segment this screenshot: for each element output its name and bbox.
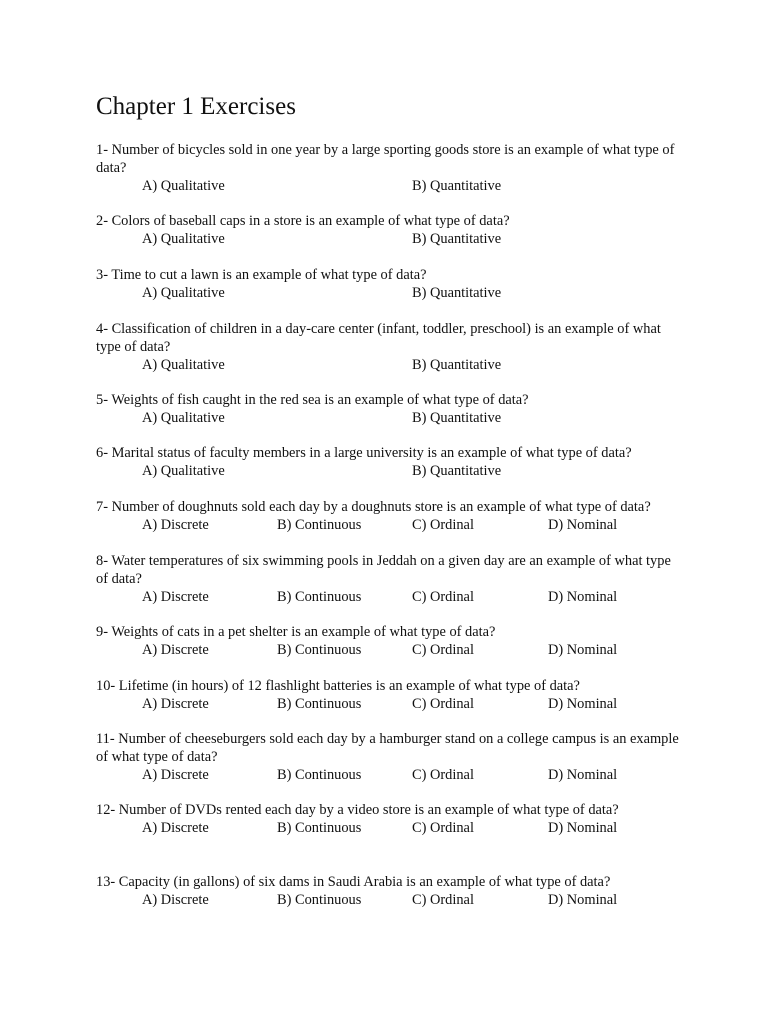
question-3 (96, 266, 686, 302)
question-text: 10- Lifetime (in hours) of 12 flashlight batteries is an example of what type of data? (96, 678, 580, 694)
question-text: 3- Time to cut a lawn is an example of what type of data? (96, 267, 427, 283)
option-d: D) Nominal (548, 820, 618, 836)
question-8 (96, 552, 686, 606)
option-a: A) Qualitative (142, 357, 225, 373)
question-text: 6- Marital status of faculty members in a large university is an example of what type of data? (96, 445, 632, 461)
option-b: B) Quantitative (412, 178, 502, 194)
option-a: A) Discrete (142, 696, 209, 712)
option-d: D) Nominal (548, 892, 618, 908)
question-text: 11- Number of cheeseburgers sold each day by a hamburger stand on a college campus is an example of what type of data? (96, 731, 679, 765)
option-b: B) Quantitative (412, 231, 502, 247)
option-b: B) Quantitative (412, 285, 502, 301)
option-b: B) Quantitative (412, 463, 502, 479)
option-c: C) Ordinal (412, 820, 474, 836)
question-6 (96, 444, 686, 480)
option-b: B) Continuous (277, 517, 362, 533)
question-10 (96, 677, 686, 713)
answer-options (96, 462, 686, 480)
answer-options (96, 177, 686, 195)
option-c: C) Ordinal (412, 892, 474, 908)
answer-options (96, 230, 686, 248)
question-text: 7- Number of doughnuts sold each day by a doughnuts store is an example of what type of data? (96, 499, 651, 515)
question-text: 13- Capacity (in gallons) of six dams in Saudi Arabia is an example of what type of data? (96, 874, 611, 890)
option-a: A) Qualitative (142, 178, 225, 194)
option-a: A) Discrete (142, 517, 209, 533)
question-text: 4- Classification of children in a day-care center (infant, toddler, preschool) is an example of what type of data? (96, 321, 661, 355)
option-a: A) Discrete (142, 589, 209, 605)
option-d: D) Nominal (548, 517, 618, 533)
answer-options (96, 891, 686, 909)
answer-options (96, 409, 686, 427)
option-a: A) Qualitative (142, 231, 225, 247)
answer-options (96, 356, 686, 374)
question-1 (96, 141, 686, 195)
question-11 (96, 730, 686, 784)
answer-options (96, 516, 686, 534)
question-2 (96, 212, 686, 248)
option-b: B) Quantitative (412, 357, 502, 373)
option-b: B) Continuous (277, 696, 362, 712)
option-b: B) Continuous (277, 589, 362, 605)
question-13 (96, 873, 686, 909)
page-title: Chapter 1 Exercises (96, 93, 296, 120)
option-d: D) Nominal (548, 589, 618, 605)
option-a: A) Discrete (142, 767, 209, 783)
answer-options (96, 641, 686, 659)
option-c: C) Ordinal (412, 696, 474, 712)
option-a: A) Discrete (142, 820, 209, 836)
option-c: C) Ordinal (412, 517, 474, 533)
option-c: C) Ordinal (412, 642, 474, 658)
option-d: D) Nominal (548, 767, 618, 783)
question-text: 5- Weights of fish caught in the red sea is an example of what type of data? (96, 392, 529, 408)
option-a: A) Qualitative (142, 285, 225, 301)
option-c: C) Ordinal (412, 589, 474, 605)
answer-options (96, 819, 686, 837)
option-b: B) Quantitative (412, 410, 502, 426)
answer-options (96, 588, 686, 606)
answer-options (96, 695, 686, 713)
question-5 (96, 391, 686, 427)
option-a: A) Discrete (142, 642, 209, 658)
option-b: B) Continuous (277, 820, 362, 836)
option-a: A) Discrete (142, 892, 209, 908)
option-d: D) Nominal (548, 696, 618, 712)
question-12 (96, 801, 686, 837)
question-text: 8- Water temperatures of six swimming pools in Jeddah on a given day are an example of what type of data? (96, 553, 671, 587)
question-4 (96, 320, 686, 374)
option-b: B) Continuous (277, 767, 362, 783)
answer-options (96, 284, 686, 302)
option-b: B) Continuous (277, 642, 362, 658)
question-text: 12- Number of DVDs rented each day by a video store is an example of what type of data? (96, 802, 619, 818)
option-a: A) Qualitative (142, 463, 225, 479)
option-d: D) Nominal (548, 642, 618, 658)
question-text: 2- Colors of baseball caps in a store is an example of what type of data? (96, 213, 510, 229)
question-text: 9- Weights of cats in a pet shelter is an example of what type of data? (96, 624, 496, 640)
question-9 (96, 623, 686, 659)
answer-options (96, 766, 686, 784)
option-a: A) Qualitative (142, 410, 225, 426)
option-b: B) Continuous (277, 892, 362, 908)
question-text: 1- Number of bicycles sold in one year by a large sporting goods store is an example of what type of data? (96, 142, 675, 176)
question-7 (96, 498, 686, 534)
option-c: C) Ordinal (412, 767, 474, 783)
